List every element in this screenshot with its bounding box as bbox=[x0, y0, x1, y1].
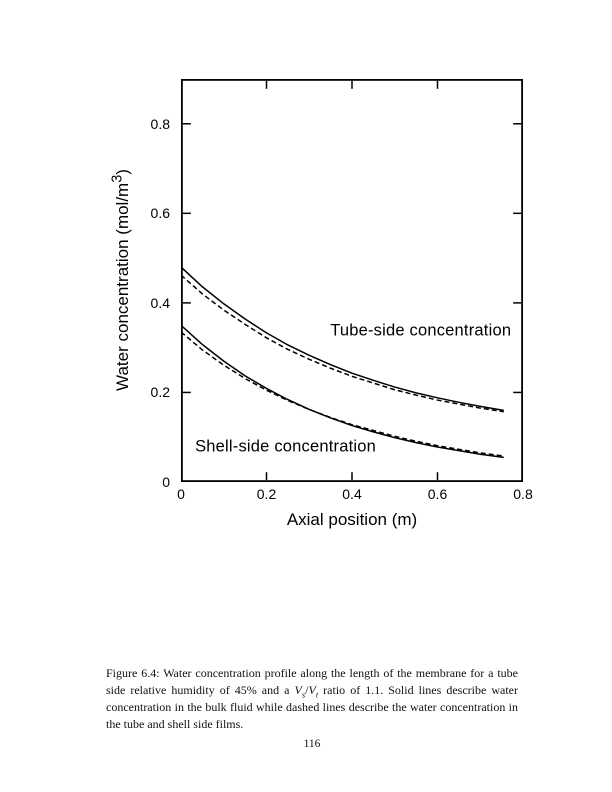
page-number: 116 bbox=[303, 738, 321, 750]
y-axis-title-text: Water concentration (mol/m bbox=[112, 182, 132, 391]
caption-math-slash: / bbox=[305, 683, 309, 698]
x-tick-label: 0.6 bbox=[427, 486, 448, 502]
x-tick-label: 0.2 bbox=[256, 486, 277, 502]
chart-canvas bbox=[181, 79, 523, 482]
plot-frame bbox=[182, 80, 522, 481]
x-axis-title: Axial position (m) bbox=[286, 510, 418, 529]
y-tick-label: 0.6 bbox=[150, 205, 170, 222]
series-tube-side-film-line bbox=[181, 275, 504, 412]
caption-math-vt: V bbox=[308, 683, 316, 698]
y-tick-label: 0 bbox=[162, 474, 170, 490]
caption-math-sub-t: t bbox=[315, 690, 319, 700]
caption-text-after: ratio of 1.1. Solid lines describe water concentration in the bulk fluid while dashed lines describe the water concentration in the tube and shell side films. bbox=[106, 683, 518, 732]
x-tick-label: 0.4 bbox=[342, 486, 362, 502]
y-tick-label: 0.4 bbox=[150, 294, 170, 311]
x-tick-label: 0 bbox=[177, 486, 185, 502]
y-tick-label: 0.8 bbox=[150, 115, 170, 132]
caption-math-sub-s: s bbox=[301, 690, 306, 700]
shell-side-label: Shell-side concentration bbox=[195, 437, 376, 456]
x-tick-label: 0.8 bbox=[513, 486, 533, 502]
figure-caption bbox=[106, 665, 518, 733]
figure-plot bbox=[181, 79, 523, 482]
y-axis-title-suffix: ) bbox=[112, 169, 132, 175]
tube-side-label: Tube-side concentration bbox=[330, 321, 512, 340]
y-axis-title-superscript: 3 bbox=[109, 174, 126, 183]
caption-text-before: Figure 6.4: Water concentration profile along the length of the membrane for a tube side relative humidity of 45% and a bbox=[106, 666, 518, 698]
caption-math-vs: V bbox=[294, 683, 302, 698]
y-axis-title bbox=[109, 169, 133, 391]
y-tick-label: 0.2 bbox=[150, 384, 170, 401]
